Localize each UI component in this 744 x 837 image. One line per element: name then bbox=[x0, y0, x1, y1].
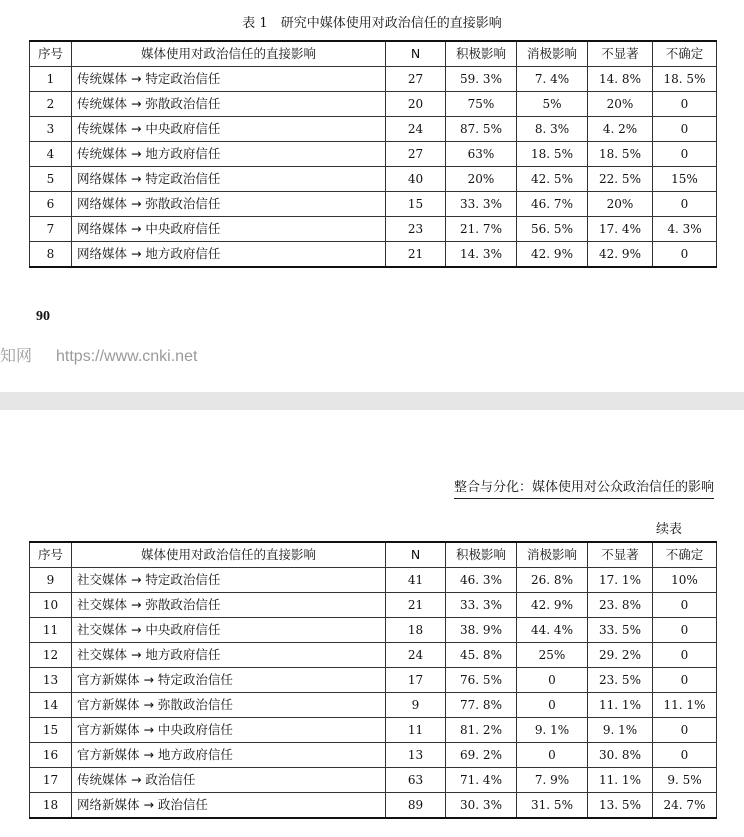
cell-not-significant: 11. 1% bbox=[588, 768, 653, 793]
cell-not-significant: 23. 5% bbox=[588, 668, 653, 693]
cell-effect-path: 社交媒体 → 弥散政治信任 bbox=[72, 593, 386, 618]
table-header-row bbox=[30, 41, 717, 67]
header-positive: 积极影响 bbox=[446, 542, 517, 568]
cell-negative: 5% bbox=[517, 92, 588, 117]
cell-effect-path: 官方新媒体 → 中央政府信任 bbox=[72, 718, 386, 743]
cell-uncertain: 24. 7% bbox=[653, 793, 717, 819]
cell-n: 24 bbox=[386, 643, 446, 668]
header-negative: 消极影响 bbox=[517, 41, 588, 67]
cell-effect-path: 社交媒体 → 中央政府信任 bbox=[72, 618, 386, 643]
header-uncertain: 不确定 bbox=[653, 41, 717, 67]
watermark-site-name: 知网 bbox=[0, 348, 33, 365]
cell-n: 9 bbox=[386, 693, 446, 718]
cell-positive: 33. 3% bbox=[446, 593, 517, 618]
cell-not-significant: 11. 1% bbox=[588, 693, 653, 718]
header-n: N bbox=[386, 542, 446, 568]
cell-negative: 0 bbox=[517, 743, 588, 768]
cell-not-significant: 29. 2% bbox=[588, 643, 653, 668]
cell-effect-path: 官方新媒体 → 地方政府信任 bbox=[72, 743, 386, 768]
cell-uncertain: 0 bbox=[653, 142, 717, 167]
cell-negative: 25% bbox=[517, 643, 588, 668]
cell-effect-path: 传统媒体 → 地方政府信任 bbox=[72, 142, 386, 167]
cell-not-significant: 4. 2% bbox=[588, 117, 653, 142]
cell-effect-path: 网络新媒体 → 政治信任 bbox=[72, 793, 386, 819]
cell-n: 11 bbox=[386, 718, 446, 743]
cell-negative: 56. 5% bbox=[517, 217, 588, 242]
cell-uncertain: 15% bbox=[653, 167, 717, 192]
cell-index: 4 bbox=[30, 142, 72, 167]
cell-negative: 31. 5% bbox=[517, 793, 588, 819]
header-index: 序号 bbox=[30, 542, 72, 568]
cell-positive: 21. 7% bbox=[446, 217, 517, 242]
table-row bbox=[30, 768, 717, 793]
cell-index: 9 bbox=[30, 568, 72, 593]
cell-uncertain: 11. 1% bbox=[653, 693, 717, 718]
cell-positive: 87. 5% bbox=[446, 117, 517, 142]
header-effect-path: 媒体使用对政治信任的直接影响 bbox=[72, 41, 386, 67]
cell-index: 5 bbox=[30, 167, 72, 192]
table-row bbox=[30, 793, 717, 819]
cell-effect-path: 社交媒体 → 地方政府信任 bbox=[72, 643, 386, 668]
cell-positive: 75% bbox=[446, 92, 517, 117]
document-page-2 bbox=[0, 410, 744, 837]
cell-uncertain: 0 bbox=[653, 743, 717, 768]
cell-not-significant: 13. 5% bbox=[588, 793, 653, 819]
cell-positive: 76. 5% bbox=[446, 668, 517, 693]
cell-negative: 9. 1% bbox=[517, 718, 588, 743]
table-row bbox=[30, 743, 717, 768]
watermark-url: https://www.cnki.net bbox=[56, 348, 198, 365]
cell-n: 18 bbox=[386, 618, 446, 643]
cell-index: 16 bbox=[30, 743, 72, 768]
table-row bbox=[30, 142, 717, 167]
header-n: N bbox=[386, 41, 446, 67]
cell-n: 20 bbox=[386, 92, 446, 117]
cell-uncertain: 0 bbox=[653, 643, 717, 668]
watermark bbox=[0, 343, 197, 366]
cell-n: 27 bbox=[386, 142, 446, 167]
cell-n: 63 bbox=[386, 768, 446, 793]
header-positive: 积极影响 bbox=[446, 41, 517, 67]
cell-index: 7 bbox=[30, 217, 72, 242]
cell-positive: 69. 2% bbox=[446, 743, 517, 768]
cell-index: 11 bbox=[30, 618, 72, 643]
cell-negative: 0 bbox=[517, 693, 588, 718]
cell-not-significant: 42. 9% bbox=[588, 242, 653, 268]
table-row bbox=[30, 618, 717, 643]
cell-index: 10 bbox=[30, 593, 72, 618]
cell-n: 21 bbox=[386, 593, 446, 618]
cell-uncertain: 0 bbox=[653, 593, 717, 618]
cell-n: 27 bbox=[386, 67, 446, 92]
cell-negative: 46. 7% bbox=[517, 192, 588, 217]
cell-not-significant: 30. 8% bbox=[588, 743, 653, 768]
cell-negative: 26. 8% bbox=[517, 568, 588, 593]
cell-negative: 42. 9% bbox=[517, 242, 588, 268]
cell-positive: 14. 3% bbox=[446, 242, 517, 268]
cell-effect-path: 网络媒体 → 中央政府信任 bbox=[72, 217, 386, 242]
cell-positive: 38. 9% bbox=[446, 618, 517, 643]
table-continued-label: 续表 bbox=[656, 522, 683, 537]
cell-index: 12 bbox=[30, 643, 72, 668]
cell-index: 18 bbox=[30, 793, 72, 819]
page-separator bbox=[0, 392, 744, 410]
cell-uncertain: 18. 5% bbox=[653, 67, 717, 92]
cell-effect-path: 传统媒体 → 中央政府信任 bbox=[72, 117, 386, 142]
table-row bbox=[30, 568, 717, 593]
cell-not-significant: 14. 8% bbox=[588, 67, 653, 92]
cell-uncertain: 0 bbox=[653, 92, 717, 117]
cell-uncertain: 0 bbox=[653, 192, 717, 217]
table-row bbox=[30, 593, 717, 618]
header-effect-path: 媒体使用对政治信任的直接影响 bbox=[72, 542, 386, 568]
table-row bbox=[30, 668, 717, 693]
cell-not-significant: 9. 1% bbox=[588, 718, 653, 743]
cell-effect-path: 社交媒体 → 特定政治信任 bbox=[72, 568, 386, 593]
cell-n: 21 bbox=[386, 242, 446, 268]
page-number: 90 bbox=[36, 309, 50, 324]
cell-index: 15 bbox=[30, 718, 72, 743]
cell-positive: 46. 3% bbox=[446, 568, 517, 593]
cell-not-significant: 17. 4% bbox=[588, 217, 653, 242]
header-index: 序号 bbox=[30, 41, 72, 67]
cell-not-significant: 20% bbox=[588, 92, 653, 117]
table-row bbox=[30, 92, 717, 117]
cell-uncertain: 0 bbox=[653, 618, 717, 643]
cell-uncertain: 0 bbox=[653, 242, 717, 268]
cell-n: 24 bbox=[386, 117, 446, 142]
table-header-row bbox=[30, 542, 717, 568]
table-row bbox=[30, 67, 717, 92]
cell-not-significant: 18. 5% bbox=[588, 142, 653, 167]
media-trust-table-continued bbox=[29, 541, 717, 819]
table-caption: 表 1 研究中媒体使用对政治信任的直接影响 bbox=[242, 16, 502, 31]
cell-not-significant: 33. 5% bbox=[588, 618, 653, 643]
running-head: 整合与分化：媒体使用对公众政治信任的影响 bbox=[454, 476, 714, 499]
table-row bbox=[30, 643, 717, 668]
cell-positive: 77. 8% bbox=[446, 693, 517, 718]
cell-positive: 33. 3% bbox=[446, 192, 517, 217]
cell-uncertain: 0 bbox=[653, 718, 717, 743]
header-negative: 消极影响 bbox=[517, 542, 588, 568]
cell-negative: 8. 3% bbox=[517, 117, 588, 142]
cell-effect-path: 网络媒体 → 特定政治信任 bbox=[72, 167, 386, 192]
cell-effect-path: 传统媒体 → 特定政治信任 bbox=[72, 67, 386, 92]
cell-positive: 63% bbox=[446, 142, 517, 167]
table-row bbox=[30, 718, 717, 743]
cell-n: 15 bbox=[386, 192, 446, 217]
cell-negative: 42. 5% bbox=[517, 167, 588, 192]
cell-uncertain: 4. 3% bbox=[653, 217, 717, 242]
cell-positive: 71. 4% bbox=[446, 768, 517, 793]
cell-index: 13 bbox=[30, 668, 72, 693]
cell-effect-path: 传统媒体 → 弥散政治信任 bbox=[72, 92, 386, 117]
header-uncertain: 不确定 bbox=[653, 542, 717, 568]
cell-index: 1 bbox=[30, 67, 72, 92]
cell-n: 23 bbox=[386, 217, 446, 242]
media-trust-table bbox=[29, 40, 717, 268]
cell-n: 17 bbox=[386, 668, 446, 693]
cell-effect-path: 传统媒体 → 政治信任 bbox=[72, 768, 386, 793]
table-row bbox=[30, 693, 717, 718]
cell-uncertain: 9. 5% bbox=[653, 768, 717, 793]
cell-uncertain: 10% bbox=[653, 568, 717, 593]
cell-positive: 30. 3% bbox=[446, 793, 517, 819]
cell-not-significant: 17. 1% bbox=[588, 568, 653, 593]
cell-index: 3 bbox=[30, 117, 72, 142]
cell-effect-path: 官方新媒体 → 特定政治信任 bbox=[72, 668, 386, 693]
cell-negative: 7. 9% bbox=[517, 768, 588, 793]
table-row bbox=[30, 117, 717, 142]
table-row bbox=[30, 217, 717, 242]
cell-negative: 42. 9% bbox=[517, 593, 588, 618]
cell-positive: 45. 8% bbox=[446, 643, 517, 668]
cell-index: 14 bbox=[30, 693, 72, 718]
cell-n: 89 bbox=[386, 793, 446, 819]
cell-negative: 18. 5% bbox=[517, 142, 588, 167]
cell-uncertain: 0 bbox=[653, 668, 717, 693]
cell-effect-path: 网络媒体 → 弥散政治信任 bbox=[72, 192, 386, 217]
cell-index: 8 bbox=[30, 242, 72, 268]
table-row bbox=[30, 242, 717, 268]
header-not-significant: 不显著 bbox=[588, 41, 653, 67]
cell-index: 2 bbox=[30, 92, 72, 117]
cell-negative: 44. 4% bbox=[517, 618, 588, 643]
table-row bbox=[30, 192, 717, 217]
cell-effect-path: 官方新媒体 → 弥散政治信任 bbox=[72, 693, 386, 718]
table-row bbox=[30, 167, 717, 192]
cell-not-significant: 23. 8% bbox=[588, 593, 653, 618]
cell-not-significant: 20% bbox=[588, 192, 653, 217]
cell-n: 13 bbox=[386, 743, 446, 768]
cell-n: 40 bbox=[386, 167, 446, 192]
header-not-significant: 不显著 bbox=[588, 542, 653, 568]
cell-not-significant: 22. 5% bbox=[588, 167, 653, 192]
cell-negative: 0 bbox=[517, 668, 588, 693]
document-page-1 bbox=[0, 0, 744, 392]
cell-n: 41 bbox=[386, 568, 446, 593]
cell-positive: 81. 2% bbox=[446, 718, 517, 743]
cell-uncertain: 0 bbox=[653, 117, 717, 142]
cell-positive: 59. 3% bbox=[446, 67, 517, 92]
cell-negative: 7. 4% bbox=[517, 67, 588, 92]
cell-positive: 20% bbox=[446, 167, 517, 192]
cell-effect-path: 网络媒体 → 地方政府信任 bbox=[72, 242, 386, 268]
cell-index: 17 bbox=[30, 768, 72, 793]
cell-index: 6 bbox=[30, 192, 72, 217]
